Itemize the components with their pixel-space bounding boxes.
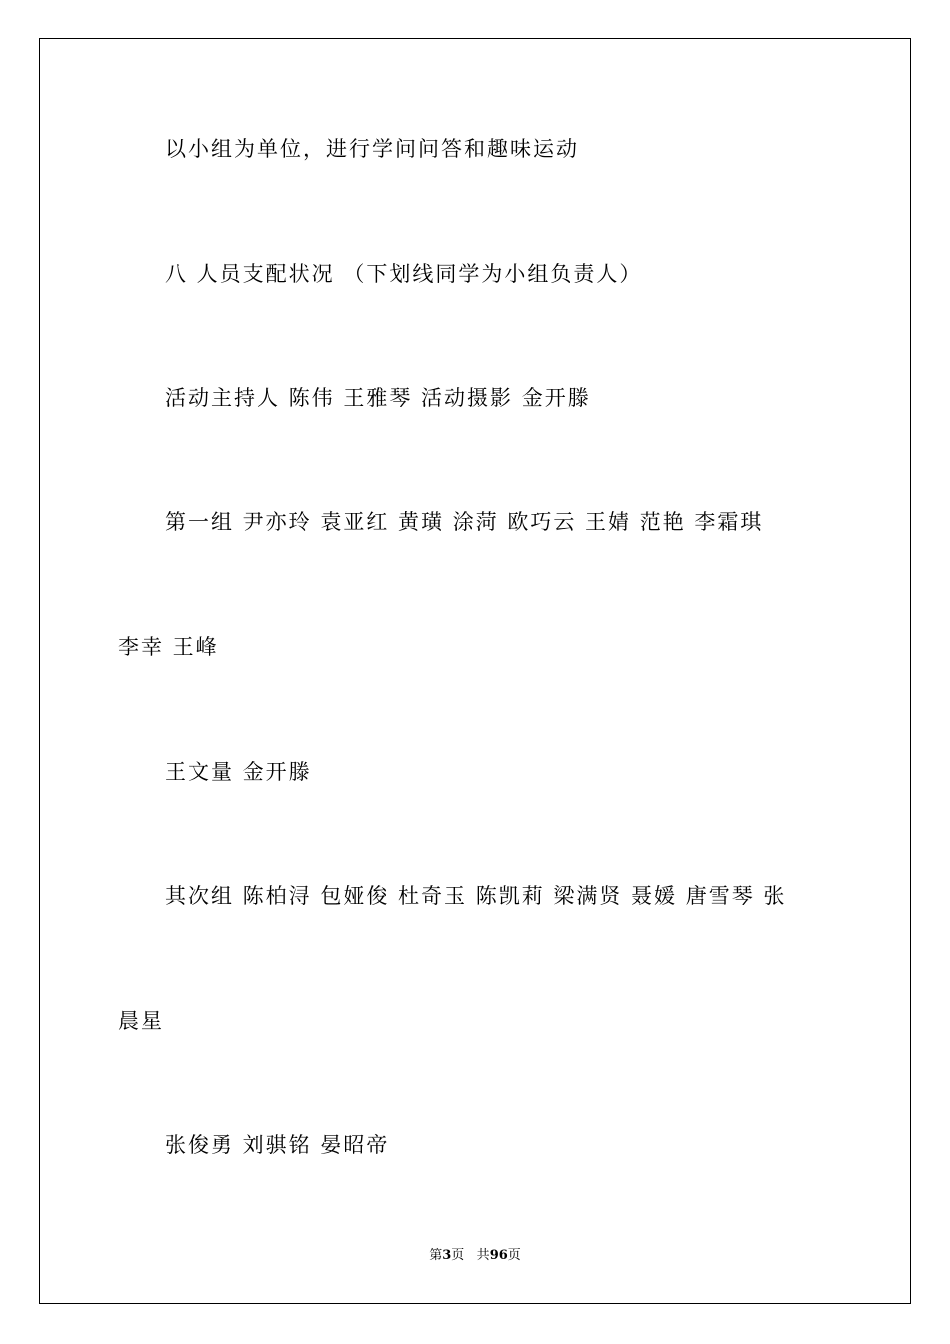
footer-total-suffix: 页 [507, 1248, 521, 1263]
text-line-7: 其次组 陈柏浔 包娅俊 杜奇玉 陈凯莉 梁满贤 聂媛 唐雪琴 张 [165, 884, 787, 908]
text-line-2: 八 人员支配状况 （下划线同学为小组负责人） [165, 262, 643, 286]
text-line-5: 李幸 王峰 [118, 635, 219, 659]
text-line-9: 张俊勇 刘骐铭 晏昭帝 [165, 1133, 390, 1157]
footer-page-number: 3 [442, 1248, 452, 1263]
footer-page-suffix: 页 [451, 1248, 465, 1263]
footer-total-pages: 96 [489, 1248, 508, 1263]
text-line-1: 以小组为单位，进行学问问答和趣味运动 [165, 137, 579, 161]
text-line-6: 王文量 金开滕 [165, 760, 312, 784]
footer-prefix: 第 [429, 1248, 443, 1263]
footer-total-prefix: 共 [476, 1248, 490, 1263]
text-line-8: 晨星 [118, 1009, 164, 1033]
page-frame [39, 38, 911, 1304]
page-footer [0, 1248, 950, 1264]
text-line-3: 活动主持人 陈伟 王雅琴 活动摄影 金开滕 [165, 386, 591, 410]
text-line-4: 第一组 尹亦玲 袁亚红 黄璜 涂菏 欧巧云 王婧 范艳 李霜琪 [165, 510, 764, 534]
